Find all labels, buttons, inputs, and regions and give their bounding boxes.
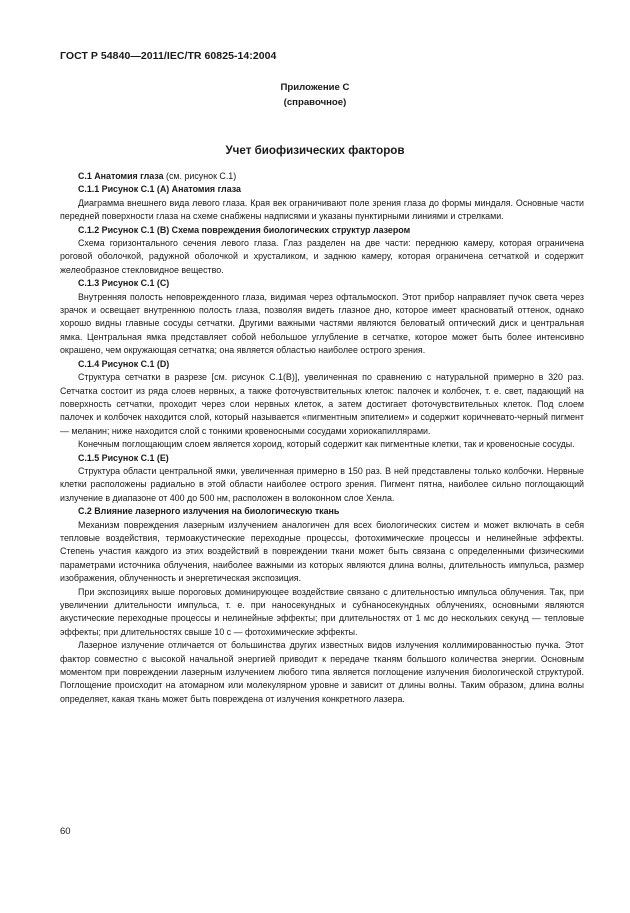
paragraph-c11: Диаграмма внешнего вида левого глаза. Края век ограничивают поле зрения глаза до формы миндаля. Основные части передней поверхности глаза на схеме снабжены надписями и указаны пунктирными линиями и стрелками. [60,197,584,222]
paragraph-c2-2: При экспозициях выше пороговых доминирующее воздействие связано с длительностью импульса облучения. Так, при увеличении длительности импульса, т. е. при наносекундных и субнаносекундных облучениях, основными являются акустические переходные процессы и нелинейные эффекты; при длительностях от 1 мс до нескольких секунд — тепловые эффекты; при длительностях свыше 10 с — фотохимические эффекты. [60,586,584,637]
page-number: 60 [60,826,71,837]
annex-title: Приложение С [280,82,350,93]
paragraph-c14-1: Структура сетчатки в разрезе [см. рисунок С.1(В)], увеличенная по сравнению с натуральной примерно в 320 раз. Сетчатка состоит из ряда слоев нервных, а также фоточувствительных клеток: палочек и колбочек, т. е. свет, падающий на поверхность сетчатки, проходит через слои нервных клеток, а затем достигает фоточувствительных клеток. Под слоем палочек и колбочек находится слой, который называется «пигментным эпителием» и содержит коричневато-черный пигмент — меланин; ниже находится слой с тонкими кровеносными сосудами хориокапиллярами. [60,372,584,436]
paragraph-c14-2: Конечным поглощающим слоем является хороид, который содержит как пигментные клетки, так и кровеносные сосуды. [78,439,575,450]
paragraph-c2-3: Лазерное излучение отличается от большинства других известных видов излучения коллимированностью пучка. Этот фактор совместно с высокой начальной энергией приводит к передаче тканям большого количества энергии. Основным моментом при повреждении лазерным излучением любого типа является поглощение излучения биологической структурой. Поглощение происходит на атомарном или молекулярном уровне и зависит от длины волны. Таким образом, длина волны определяет, какая ткань может быть повреждена от излучения конкретного лазера. [60,640,584,704]
section-heading-c12: С.1.2 Рисунок С.1 (В) Схема повреждения биологических структур лазером [78,224,411,235]
section-heading-c13: С.1.3 Рисунок С.1 (С) [78,278,170,289]
paragraph-c12: Схема горизонтального сечения левого глаза. Глаз разделен на две части: переднюю камеру, которая ограничена роговой оболочкой, радужной оболочкой и хрусталиком, и заднюю камеру, которая ограничена сетчаткой и содержит желеобразное стекловидное вещество. [60,238,584,275]
section-heading-c1: С.1 Анатомия глаза (см. рисунок С.1) [78,171,237,181]
section-heading-c2: С.2 Влияние лазерного излучения на биологическую ткань [78,506,340,517]
section-heading-note: (см. рисунок С.1) [163,171,237,181]
paragraph-c2-1: Механизм повреждения лазерным излучением аналогичен для всех биологических систем и может включать в себя тепловые воздействия, термоакустические переходные процессы, фотохимические процессы и нелинейные эффекты. Степень участия каждого из этих воздействий в повреждении ткани может быть связана с определенными физическими параметрами источника облучения, наиболее важными из которых являются длина волны, длительность импульса, размер изображения, облученность и энергетическая экспозиция. [60,519,584,584]
page-title: Учет биофизических факторов [225,144,405,157]
paragraph-c13: Внутренняя полость неповрежденного глаза, видимая через офтальмоскоп. Этот прибор направляет пучок света через зрачок и освещает внутреннюю полость глаза, позволяя видеть глазное дно, которое имеет красноватый оттенок, однако хорошо видны главные сосуды сетчатки. Другими важными частями являются беловатый оптический диск и центральная ямка. Центральная ямка представляет собой небольшое углубление в сетчатке, которое может быть более интенсивно окрашено, чем окружающая сетчатка; она является областью наиболее острого зрения. [60,291,584,356]
annex-type: (справочное) [283,97,347,108]
section-heading-c11: С.1.1 Рисунок С.1 (А) Анатомия глаза [78,184,241,195]
section-heading-c14: С.1.4 Рисунок С.1 (D) [78,358,170,369]
section-heading-c15: С.1.5 Рисунок С.1 (Е) [78,452,169,463]
paragraph-c15: Структура области центральной ямки, увеличенная примерно в 150 раз. В ней представлены только колбочки. Нервные клетки расположены радиально в этой области наиболее острого зрения. Пигмент пятна, наиболее сильно поглощающий излучение в диапазоне от 400 до 500 нм, расположен в волоконном слое Хенла. [60,465,584,503]
document-body [60,170,584,706]
document-header: ГОСТ Р 54840—2011/IEC/TR 60825-14:2004 [60,50,277,62]
